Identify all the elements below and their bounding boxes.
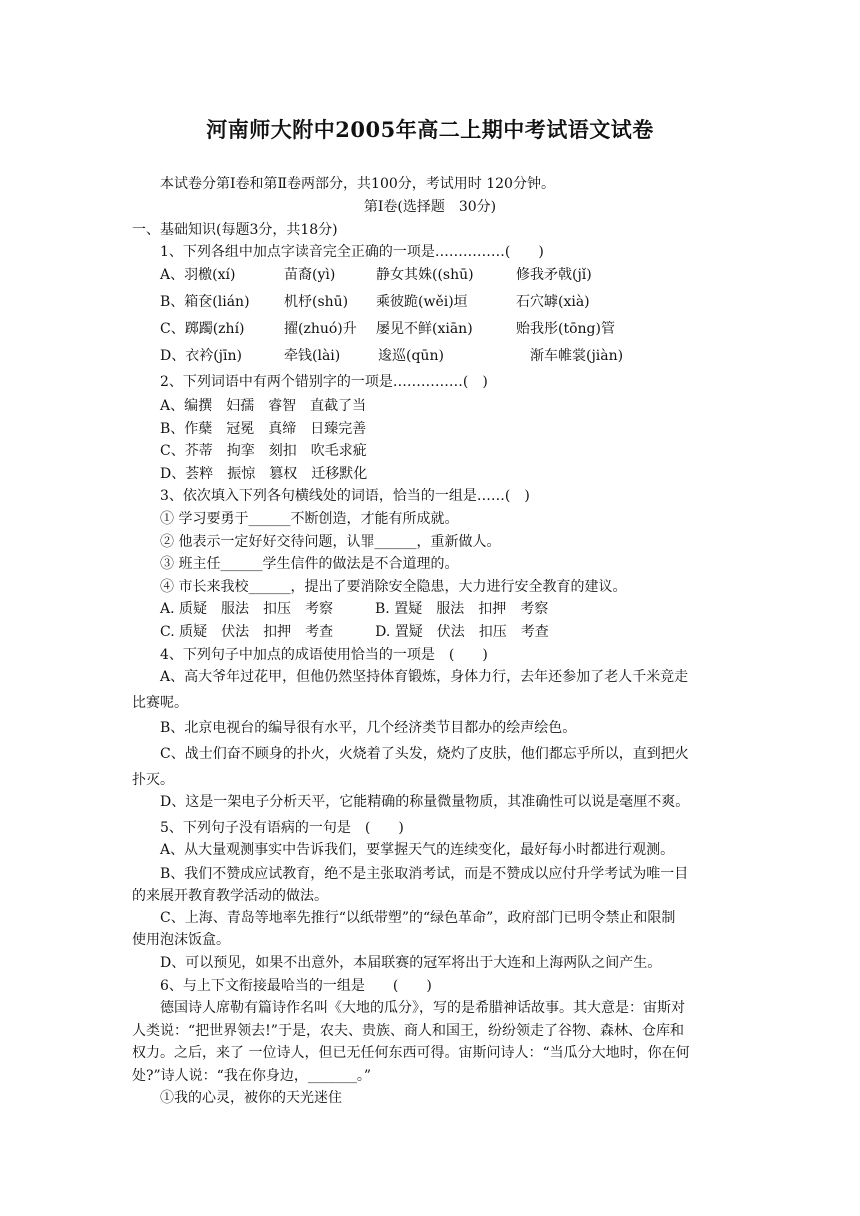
q6-item-1: ①我的心灵，被你的天光迷住 [160, 1090, 342, 1106]
q6-passage-line1: 德国诗人席勒有篇诗作名叫《大地的瓜分》，写的是希腊神话故事。其大意是：宙斯对 [160, 1000, 685, 1016]
q5-option-a: A、从大量观测事实中告诉我们，要掌握天气的连续变化，最好每小时都进行观测。 [160, 842, 675, 858]
q5-stem: 5、下列句子没有语病的一句是 ( ) [160, 820, 404, 836]
q1-c-4: 贻我彤(tōng)管 [516, 321, 615, 337]
page-title: 河南师大附中2005年高二上期中考试语文试卷 [206, 117, 654, 142]
q1-stem: 1、下列各组中加点字读音完全正确的一项是……………( ) [160, 244, 544, 260]
q3-item-4: ④ 市长来我校______，提出了要消除安全隐患，大力进行安全教育的建议。 [160, 579, 627, 595]
q1-d-4: 渐车帷裳(jiàn) [530, 348, 624, 364]
q6-passage-line3: 权力。之后，来了 一位诗人，但已无任何东西可得。宙斯问诗人：“当瓜分大地时，你在何 [132, 1045, 690, 1061]
q1-a-2: 苗裔(yì) [284, 267, 336, 283]
q1-option-b [160, 292, 590, 312]
part1-heading: 第Ⅰ卷(选择题 30分) [363, 199, 497, 215]
q1-a-4: 修我矛戟(jǐ) [516, 267, 592, 283]
q1-b-1: B、箱奁(lián) [160, 294, 250, 310]
q2-option-d: D、荟粹 振惊 篡权 迁移默化 [160, 466, 368, 482]
q4-option-b: B、北京电视台的编导很有水平，几个经济类节目都办的绘声绘色。 [160, 720, 577, 736]
q3-item-2: ② 他表示一定好好交待问题，认罪______，重新做人。 [160, 534, 501, 550]
q4-option-c-line2: 扑灭。 [132, 772, 174, 788]
intro-text: 本试卷分第Ⅰ卷和第Ⅱ卷两部分，共100分，考试用时 120分钟。 [160, 176, 555, 192]
q1-c-2: 擢(zhuó)升 [284, 321, 357, 337]
q1-option-a [160, 265, 592, 285]
q4-stem: 4、下列句子中加点的成语使用恰当的一项是 ( ) [160, 647, 488, 663]
q2-option-a: A、编撰 妇孺 睿智 直截了当 [160, 398, 367, 414]
q4-option-c-line1: C、战士们奋不顾身的扑火，火烧着了头发，烧灼了皮肤，他们都忘乎所以，直到把火 [160, 746, 689, 762]
q2-stem: 2、下列词语中有两个错别字的一项是……………( ) [160, 374, 488, 390]
q1-d-3: 逡巡(qūn) [378, 348, 444, 364]
q1-a-3: 静女其姝((shū) [376, 267, 474, 283]
q1-option-d [160, 346, 623, 366]
q1-c-1: C、踯躅(zhí) [160, 321, 245, 337]
q1-b-3: 乘彼跪(wěi)垣 [376, 294, 468, 310]
q5-option-d: D、可以预见，如果不出意外，本届联赛的冠军将出于大连和上海两队之间产生。 [160, 955, 662, 971]
q6-passage-line4: 处?”诗人说：“我在你身边，_______。” [132, 1068, 371, 1084]
q1-b-2: 机杼(shū) [284, 294, 349, 310]
q4-option-a-line2: 比赛呢。 [132, 695, 188, 711]
q3-item-1: ① 学习要勇于______不断创造，才能有所成就。 [160, 511, 459, 527]
section1-heading: 一、基础知识(每题3分，共18分) [132, 222, 338, 238]
q5-option-c-line1: C、上海、青岛等地率先推行“以纸带塑”的“绿色革命”，政府部门已明令禁止和限制 [160, 910, 676, 926]
q5-option-c-line2: 使用泡沫饭盒。 [132, 932, 230, 948]
q1-d-1: D、衣衿(jīn) [160, 348, 242, 364]
q3-options-ab: A. 质疑 服法 扣压 考察 B. 置疑 服法 扣押 考察 [160, 601, 549, 617]
q5-option-b-line1: B、我们不赞成应试教育，绝不是主张取消考试，而是不赞成以应付升学考试为唯一目 [160, 866, 689, 882]
q2-option-b: B、作蘖 冠冕 真缔 日臻完善 [160, 421, 367, 437]
q1-d-2: 牵钱(lài) [284, 348, 341, 364]
q4-option-a-line1: A、高大爷年过花甲，但他仍然坚持体育锻炼，身体力行，去年还参加了老人千米竞走 [160, 669, 689, 685]
q5-option-b-line2: 的来展开教育教学活动的做法。 [132, 888, 328, 904]
q3-options-cd: C. 质疑 伏法 扣押 考查 D. 置疑 伏法 扣压 考查 [160, 624, 549, 640]
q1-b-4: 石穴罅(xià) [516, 294, 590, 310]
q1-c-3: 屡见不鲜(xiān) [376, 321, 473, 337]
q3-item-3: ③ 班主任______学生信件的做法是不合道理的。 [160, 556, 459, 572]
q6-stem: 6、与上下文衔接最哈当的一组是 ( ) [160, 978, 432, 994]
q1-option-c [160, 319, 615, 339]
q3-stem: 3、依次填入下列各句横线处的词语，恰当的一组是……( ) [160, 488, 530, 504]
q1-a-1: A、羽檄(xí) [160, 267, 236, 283]
q2-option-c: C、芥蒂 拘挛 刻扣 吹毛求疵 [160, 443, 367, 459]
q6-passage-line2: 人类说：“把世界领去!”于是，农夫、贵族、商人和国王，纷纷领走了谷物、森林、仓库和 [132, 1023, 684, 1039]
q4-option-d: D、这是一架电子分析天平，它能精确的称量微量物质，其准确性可以说是毫厘不爽。 [160, 794, 690, 810]
